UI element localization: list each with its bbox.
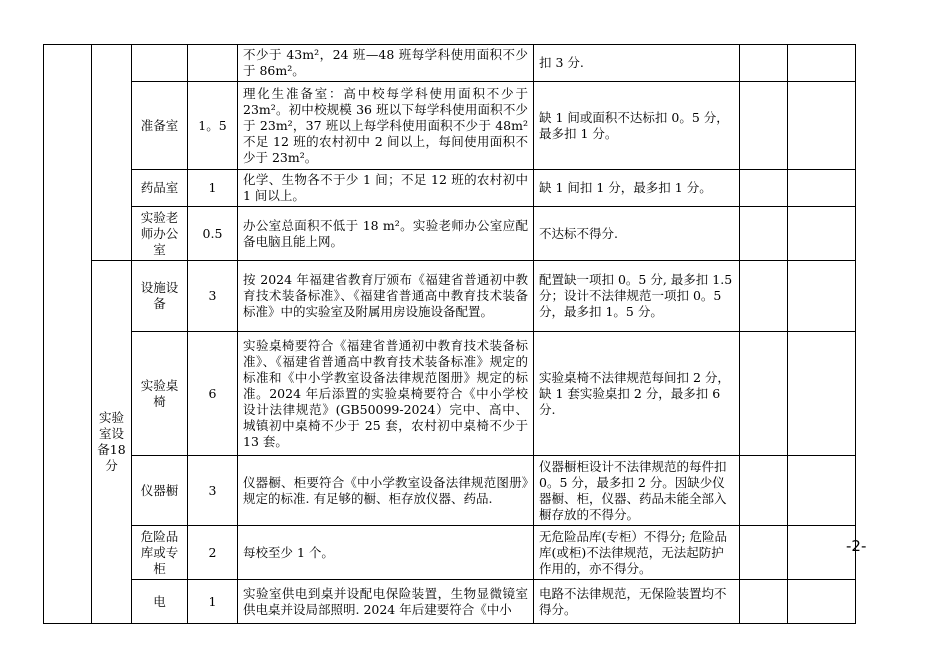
- blank-cell: [740, 526, 788, 580]
- table-row: [44, 332, 856, 456]
- item-score: 1: [188, 170, 238, 207]
- standards-table: [43, 44, 856, 624]
- blank-cell: [740, 45, 788, 82]
- category-empty-cell: [92, 45, 132, 261]
- blank-cell: [788, 261, 856, 332]
- item-deduction: 配置缺一项扣 0。5 分, 最多扣 1.5 分；设计不法律规范一项扣 0。5 分，最多扣 1。5 分。: [534, 261, 740, 332]
- blank-cell: [740, 82, 788, 170]
- blank-cell: [788, 170, 856, 207]
- table-row: [44, 207, 856, 261]
- blank-cell: [788, 45, 856, 82]
- item-score: 0.5: [188, 207, 238, 261]
- outer-empty-cell: [44, 45, 92, 624]
- item-deduction: 实验桌椅不法律规范每间扣 2 分，缺 1 套实验桌扣 2 分，最多扣 6 分.: [534, 332, 740, 456]
- item-score: 2: [188, 526, 238, 580]
- item-deduction: 仪器橱柜设计不法律规范的每件扣 0。5 分，最多扣 2 分。因缺少仪器橱、柜，仪器、药品未能全部入橱存放的不得分。: [534, 456, 740, 526]
- blank-cell: [740, 332, 788, 456]
- item-requirement: 仪器橱、柜要符合《中小学教室设备法律规范图册》规定的标准. 有足够的橱、柜存放仪器、药品.: [238, 456, 534, 526]
- item-name: 准备室: [132, 82, 188, 170]
- item-name: 仪器橱: [132, 456, 188, 526]
- blank-cell: [740, 580, 788, 624]
- table-row: [44, 456, 856, 526]
- item-requirement: 理化生准备室：高中校每学科使用面积不少于 23m²。初中校规模 36 班以下每学科使用面积不少于 23m²，37 班以上每学科使用面积不少于 48m²不足 12 班的农村初中 2 间以上，每间使用面积不少于 23m²。: [238, 82, 534, 170]
- blank-cell: [740, 456, 788, 526]
- item-score: 1。5: [188, 82, 238, 170]
- blank-cell: [740, 170, 788, 207]
- table-row: [44, 82, 856, 170]
- item-requirement: 办公室总面积不低于 18 m²。实验老师办公室应配备电脑且能上网。: [238, 207, 534, 261]
- category-label: 实验室设备18分: [92, 261, 132, 624]
- item-deduction: 缺 1 间或面积不达标扣 0。5 分，最多扣 1 分。: [534, 82, 740, 170]
- item-score: 1: [188, 580, 238, 624]
- blank-cell: [740, 207, 788, 261]
- item-name: [132, 45, 188, 82]
- item-requirement: 每校至少 1 个。: [238, 526, 534, 580]
- item-requirement: 实验室供电到桌并设配电保险装置，生物显微镜室供电桌并设局部照明. 2024 年后建要符合《中小: [238, 580, 534, 624]
- item-requirement: 不少于 43m²，24 班—48 班每学科使用面积不少于 86m²。: [238, 45, 534, 82]
- item-name: 电: [132, 580, 188, 624]
- item-requirement: 实验桌椅要符合《福建省普通初中教育技术装备标准》、《福建省普通高中教育技术装备标准》规定的标准和《中小学教室设备法律规范图册》规定的标准。2024 年后添置的实验桌椅要符合《中小学校设计法律规范》(GB50099-2024）完中、高中、城镇初中桌椅不少于 25 套，农村初中桌椅不少于 13 套。: [238, 332, 534, 456]
- table-row: [44, 261, 856, 332]
- table-row: [44, 526, 856, 580]
- table-row: [44, 45, 856, 82]
- item-name: 药品室: [132, 170, 188, 207]
- blank-cell: [788, 456, 856, 526]
- item-deduction: 缺 1 间扣 1 分，最多扣 1 分。: [534, 170, 740, 207]
- item-score: 6: [188, 332, 238, 456]
- blank-cell: [788, 580, 856, 624]
- item-score: 3: [188, 456, 238, 526]
- item-score: [188, 45, 238, 82]
- item-deduction: 扣 3 分.: [534, 45, 740, 82]
- item-name: 危险品库或专柜: [132, 526, 188, 580]
- item-score: 3: [188, 261, 238, 332]
- blank-cell: [788, 82, 856, 170]
- blank-cell: [740, 261, 788, 332]
- item-deduction: 电路不法律规范，无保险装置均不得分。: [534, 580, 740, 624]
- table-row: [44, 170, 856, 207]
- table-row: [44, 580, 856, 624]
- item-name: 实验桌椅: [132, 332, 188, 456]
- page-number: -2-: [846, 537, 867, 555]
- item-requirement: 化学、生物各不于少 1 间；不足 12 班的农村初中 1 间以上。: [238, 170, 534, 207]
- blank-cell: [788, 332, 856, 456]
- item-name: 实验老师办公室: [132, 207, 188, 261]
- item-requirement: 按 2024 年福建省教育厅颁布《福建省普通初中教育技术装备标准》、《福建省普通高中教育技术装备标准》中的实验室及附属用房设施设备配置。: [238, 261, 534, 332]
- blank-cell: [788, 207, 856, 261]
- item-deduction: 不达标不得分.: [534, 207, 740, 261]
- item-deduction: 无危险品库(专柜）不得分; 危险品库(或柜)不法律规范，无法起防护作用的，亦不得分。: [534, 526, 740, 580]
- item-name: 设施设备: [132, 261, 188, 332]
